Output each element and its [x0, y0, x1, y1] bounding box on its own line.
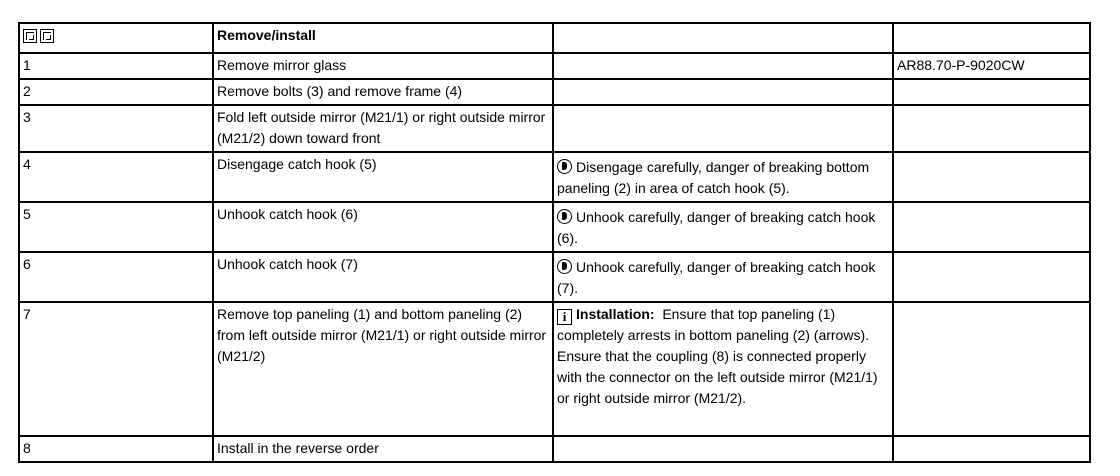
- expand-icon[interactable]: [23, 29, 37, 43]
- caution-text: Disengage carefully, danger of breaking bottom paneling (2) in area of catch hook (5).: [557, 159, 870, 196]
- step-reference: [893, 105, 1090, 152]
- table-row: [19, 252, 1090, 302]
- step-action: Remove bolts (3) and remove frame (4): [213, 79, 553, 105]
- header-icons-cell: [19, 23, 213, 53]
- step-note: [553, 53, 893, 79]
- caution-icon: [557, 209, 572, 224]
- step-note: [553, 152, 893, 202]
- info-icon: i: [557, 309, 572, 325]
- step-number: 1: [19, 53, 213, 79]
- table-row: [19, 152, 1090, 202]
- step-note: [553, 105, 893, 152]
- procedure-table: [18, 22, 1091, 463]
- header-empty-cell: [893, 23, 1090, 53]
- step-reference: [893, 202, 1090, 252]
- installation-text: Ensure that top paneling (1) completely arrests in bottom paneling (2) (arrows). Ensure that the coupling (8) is connected properly with the connector on the left outside mirror (M21/1) or right outside mirror (M21/2).: [557, 306, 878, 406]
- step-note: [553, 302, 893, 436]
- step-action: Install in the reverse order: [213, 436, 553, 462]
- header-empty-cell: [553, 23, 893, 53]
- step-action: Unhook catch hook (7): [213, 252, 553, 302]
- step-action: Remove mirror glass: [213, 53, 553, 79]
- table-row: [19, 79, 1090, 105]
- table-row: [19, 105, 1090, 152]
- step-number: 6: [19, 252, 213, 302]
- table-row: [19, 436, 1090, 462]
- caution-icon: [557, 159, 572, 174]
- step-reference: [893, 302, 1090, 436]
- table-row: [19, 302, 1090, 436]
- expand-icon[interactable]: [40, 29, 54, 43]
- step-reference: [893, 436, 1090, 462]
- step-note: [553, 79, 893, 105]
- step-action: Remove top paneling (1) and bottom paneling (2) from left outside mirror (M21/1) or right outside mirror (M21/2): [213, 302, 553, 436]
- step-number: 8: [19, 436, 213, 462]
- step-action: Fold left outside mirror (M21/1) or right outside mirror (M21/2) down toward front: [213, 105, 553, 152]
- step-reference: [893, 152, 1090, 202]
- step-number: 4: [19, 152, 213, 202]
- header-title: Remove/install: [213, 23, 553, 53]
- step-reference-link[interactable]: AR88.70-P-9020CW: [893, 53, 1090, 79]
- table-row: [19, 53, 1090, 79]
- step-number: 3: [19, 105, 213, 152]
- step-reference: [893, 252, 1090, 302]
- step-number: 7: [19, 302, 213, 436]
- step-note: [553, 436, 893, 462]
- installation-label: Installation:: [576, 306, 655, 322]
- step-number: 5: [19, 202, 213, 252]
- caution-icon: [557, 259, 572, 274]
- caution-text: Unhook carefully, danger of breaking catch hook (7).: [557, 259, 876, 296]
- step-number: 2: [19, 79, 213, 105]
- header-row: [19, 23, 1090, 53]
- step-note: [553, 252, 893, 302]
- step-reference: [893, 79, 1090, 105]
- table-row: [19, 202, 1090, 252]
- step-action: Disengage catch hook (5): [213, 152, 553, 202]
- caution-text: Unhook carefully, danger of breaking catch hook (6).: [557, 209, 876, 246]
- step-note: [553, 202, 893, 252]
- step-action: Unhook catch hook (6): [213, 202, 553, 252]
